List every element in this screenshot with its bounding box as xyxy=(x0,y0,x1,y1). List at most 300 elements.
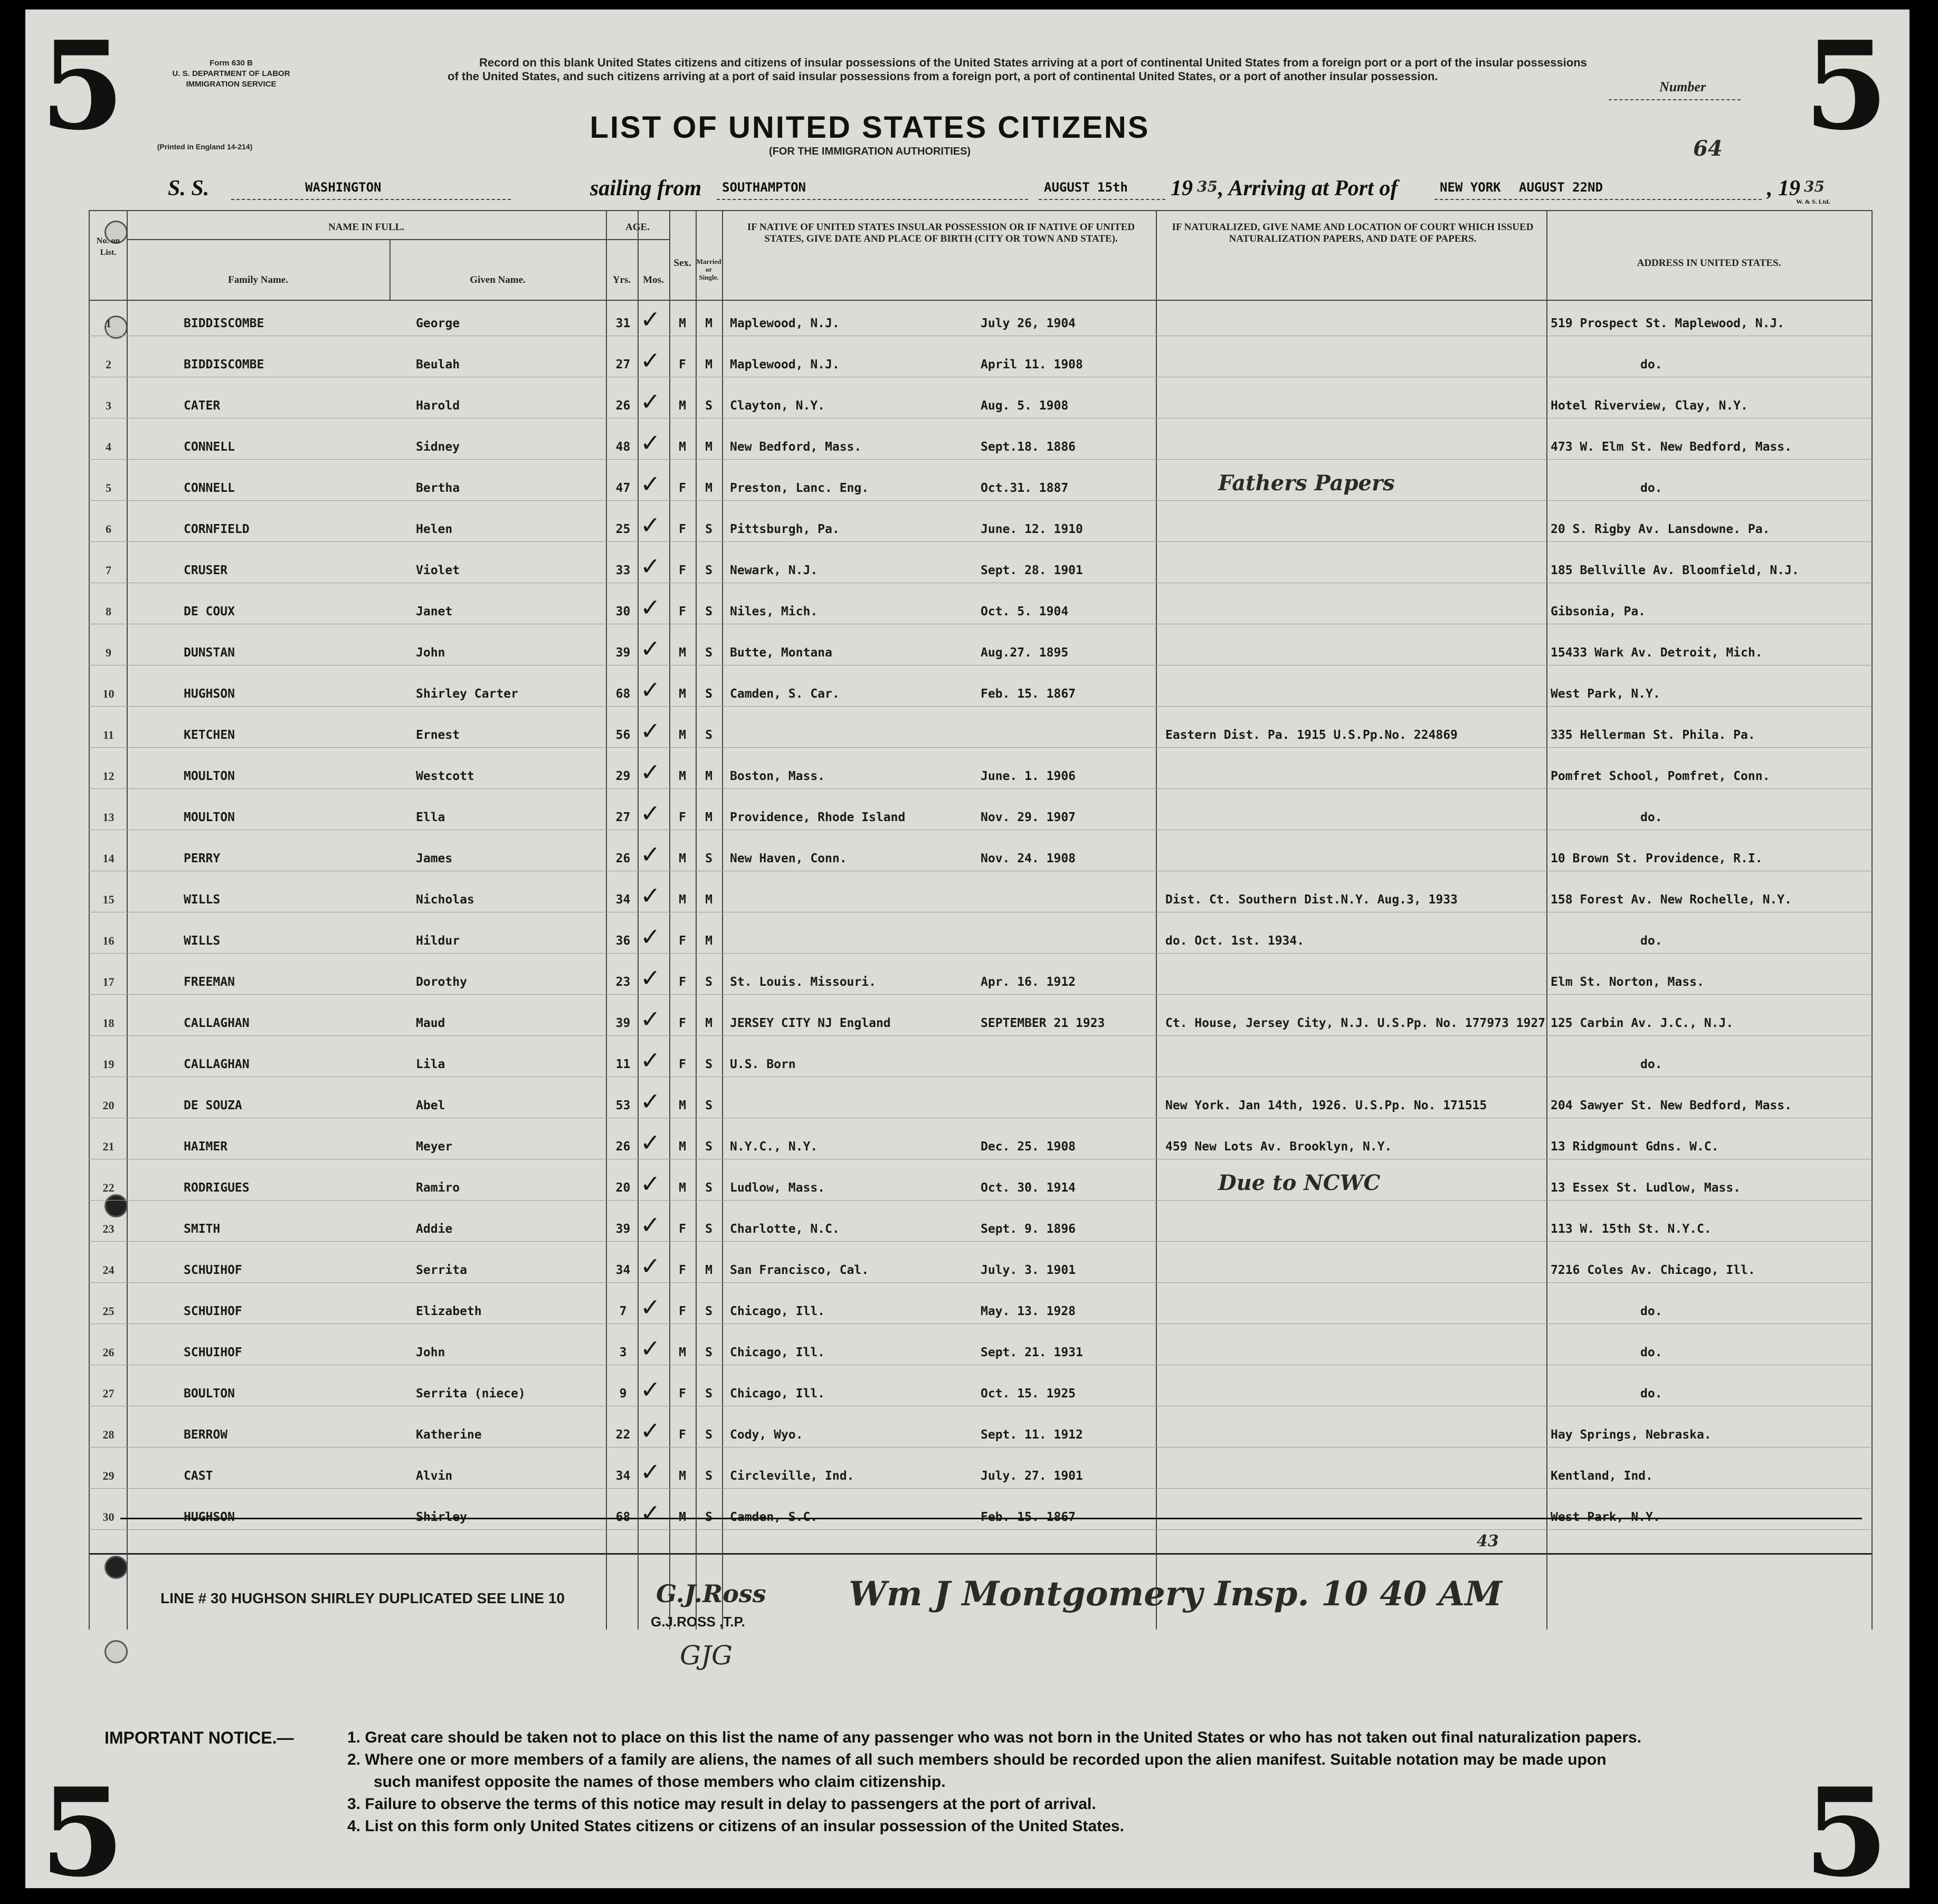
cell-address: 125 Carbin Av. J.C., N.J. xyxy=(1551,1016,1734,1030)
cell-ms: S xyxy=(705,399,712,413)
cell-date: Dec. 25. 1908 xyxy=(981,1140,1076,1154)
cell-sex: M xyxy=(679,1140,686,1154)
sheet-number: 64 xyxy=(1693,136,1723,161)
cell-sex: M xyxy=(679,687,686,701)
cell-sex: M xyxy=(679,1510,686,1524)
row-rule xyxy=(89,1241,1873,1242)
page-number-top-left: 5 xyxy=(40,15,125,157)
ship-name: WASHINGTON xyxy=(305,180,382,195)
cell-family: DE SOUZA xyxy=(184,1099,242,1112)
cell-yrs: 53 xyxy=(615,1099,631,1112)
cell-sex: F xyxy=(679,522,686,536)
cell-ms: S xyxy=(705,1222,712,1236)
cell-ms: S xyxy=(705,1058,712,1071)
cell-given: Bertha xyxy=(416,481,460,495)
cell-date: July. 3. 1901 xyxy=(981,1263,1076,1277)
check-mark-icon: ✓ xyxy=(640,922,661,951)
cell-nat: Due to NCWC xyxy=(1218,1170,1381,1195)
manifest-page xyxy=(25,9,1910,1888)
cell-given: Hildur xyxy=(416,934,460,948)
notice-heading: IMPORTANT NOTICE.— xyxy=(104,1728,294,1747)
header-age: AGE. xyxy=(625,222,650,233)
cell-address: Gibsonia, Pa. xyxy=(1551,605,1646,618)
cell-no: 14 xyxy=(102,852,115,865)
form-block xyxy=(131,58,331,90)
cell-ms: S xyxy=(705,852,712,865)
cell-family: BOULTON xyxy=(184,1387,235,1401)
cell-date: Oct. 5. 1904 xyxy=(981,605,1069,618)
cell-date: Oct.31. 1887 xyxy=(981,481,1069,495)
binder-hole xyxy=(104,1640,128,1663)
cell-place: Cody, Wyo. xyxy=(730,1428,803,1442)
passenger-table xyxy=(89,210,1873,1614)
cell-yrs: 7 xyxy=(619,1305,627,1318)
cell-ms: S xyxy=(705,1510,712,1524)
cell-no: 5 xyxy=(106,481,111,494)
arrival-port: NEW YORK xyxy=(1440,180,1501,195)
cell-address: 185 Bellville Av. Bloomfield, N.J. xyxy=(1551,564,1799,577)
cell-given: Ernest xyxy=(416,728,460,742)
department: U. S. DEPARTMENT OF LABOR xyxy=(172,69,290,78)
sailing-label: sailing from xyxy=(590,176,702,201)
cell-sex: F xyxy=(679,1305,686,1318)
cell-no: 13 xyxy=(102,811,115,824)
cell-no: 19 xyxy=(102,1058,115,1071)
cell-sex: F xyxy=(679,358,686,372)
cell-yrs: 34 xyxy=(615,1469,631,1483)
cell-sex: M xyxy=(679,852,686,865)
cell-address: do. xyxy=(1640,1346,1662,1359)
check-mark-icon: ✓ xyxy=(640,552,661,580)
cell-nat: Eastern Dist. Pa. 1915 U.S.Pp.No. 224869 xyxy=(1165,728,1458,742)
cell-yrs: 30 xyxy=(615,605,631,618)
cell-place: San Francisco, Cal. xyxy=(730,1263,869,1277)
ross-signature: G.J.Ross xyxy=(656,1579,766,1608)
cell-yrs: 34 xyxy=(615,1263,631,1277)
cell-given: Serrita (niece) xyxy=(416,1387,526,1401)
row-rule xyxy=(89,788,1873,789)
cell-address: do. xyxy=(1640,811,1662,824)
check-mark-icon: ✓ xyxy=(640,305,661,334)
cell-family: HUGHSON xyxy=(184,1510,235,1524)
cell-ms: M xyxy=(705,893,712,907)
ss-label: S. S. xyxy=(168,176,210,201)
cell-family: SCHUIHOF xyxy=(184,1305,242,1318)
cell-ms: S xyxy=(705,687,712,701)
cell-date: SEPTEMBER 21 1923 xyxy=(981,1016,1105,1030)
printer-mark: W. & S. Ltd. xyxy=(1796,198,1830,205)
page-title: LIST OF UNITED STATES CITIZENS xyxy=(590,110,1150,145)
cell-nat: New York. Jan 14th, 1926. U.S.Pp. No. 171515 xyxy=(1165,1099,1487,1112)
cell-no: 16 xyxy=(102,934,115,947)
cell-no: 8 xyxy=(106,605,111,618)
cell-yrs: 39 xyxy=(615,1222,631,1236)
cell-ms: M xyxy=(705,1016,712,1030)
cell-yrs: 25 xyxy=(615,522,631,536)
row-rule xyxy=(89,994,1873,995)
cell-ms: S xyxy=(705,1305,712,1318)
cell-place: Providence, Rhode Island xyxy=(730,811,906,824)
cell-family: SCHUIHOF xyxy=(184,1263,242,1277)
cell-yrs: 68 xyxy=(615,1510,631,1524)
cell-sex: M xyxy=(679,893,686,907)
cell-date: July. 27. 1901 xyxy=(981,1469,1083,1483)
cell-place: Chicago, Ill. xyxy=(730,1305,825,1318)
cell-family: KETCHEN xyxy=(184,728,235,742)
cell-yrs: 56 xyxy=(615,728,631,742)
page-number-bottom-right: 5 xyxy=(1804,1762,1889,1888)
check-mark-icon: ✓ xyxy=(640,799,661,827)
cell-yrs: 48 xyxy=(615,440,631,454)
cell-given: Katherine xyxy=(416,1428,482,1442)
cell-family: BERROW xyxy=(184,1428,228,1442)
cell-no: 17 xyxy=(102,975,115,988)
cell-date: Apr. 16. 1912 xyxy=(981,975,1076,989)
cell-date: Oct. 30. 1914 xyxy=(981,1181,1076,1195)
header-sex: Sex. xyxy=(673,258,691,269)
cell-no: 10 xyxy=(102,687,115,700)
cell-yrs: 34 xyxy=(615,893,631,907)
year-suffix-2: 35 xyxy=(1804,178,1825,195)
cell-given: Beulah xyxy=(416,358,460,372)
check-mark-icon: ✓ xyxy=(640,964,661,992)
cell-ms: S xyxy=(705,1181,712,1195)
initials: GJG xyxy=(680,1640,733,1671)
cell-given: Ella xyxy=(416,811,445,824)
cell-address: 13 Ridgmount Gdns. W.C. xyxy=(1551,1140,1719,1154)
cell-date: April 11. 1908 xyxy=(981,358,1083,372)
cell-date: Sept. 11. 1912 xyxy=(981,1428,1083,1442)
check-mark-icon: ✓ xyxy=(640,717,661,745)
cell-place: Camden, S. Car. xyxy=(730,687,840,701)
cell-address: Pomfret School, Pomfret, Conn. xyxy=(1551,769,1770,783)
header-given-name: Given Name. xyxy=(470,274,526,285)
cell-place: Pittsburgh, Pa. xyxy=(730,522,840,536)
cell-nat: do. Oct. 1st. 1934. xyxy=(1165,934,1305,948)
cell-ms: M xyxy=(705,358,712,372)
cell-address: Elm St. Norton, Mass. xyxy=(1551,975,1704,989)
cell-given: Helen xyxy=(416,522,453,536)
cell-family: CONNELL xyxy=(184,481,235,495)
check-mark-icon: ✓ xyxy=(640,387,661,416)
check-mark-icon: ✓ xyxy=(640,1128,661,1157)
cell-yrs: 36 xyxy=(615,934,631,948)
cell-address: do. xyxy=(1640,1387,1662,1401)
cell-given: Nicholas xyxy=(416,893,474,907)
cell-family: BIDDISCOMBE xyxy=(184,317,264,330)
cell-address: do. xyxy=(1640,1305,1662,1318)
row-rule xyxy=(89,500,1873,501)
cell-place: Preston, Lanc. Eng. xyxy=(730,481,869,495)
cell-place: New Bedford, Mass. xyxy=(730,440,862,454)
cell-address: West Park, N.Y. xyxy=(1551,1510,1660,1524)
cell-sex: F xyxy=(679,1222,686,1236)
page-number-bottom-left: 5 xyxy=(40,1762,125,1888)
cell-given: Violet xyxy=(416,564,460,577)
cell-yrs: 20 xyxy=(615,1181,631,1195)
header-birth: IF NATIVE OF UNITED STATES INSULAR POSSESSION OR IF NATIVE OF UNITED STATES, GIVE DATE AND PLACE OF BIRTH (CITY OR TOWN AND STATE). xyxy=(747,222,1135,244)
header-name-in-full: NAME IN FULL. xyxy=(328,222,405,233)
check-mark-icon: ✓ xyxy=(640,634,661,663)
cell-sex: M xyxy=(679,1099,686,1112)
cell-no: 21 xyxy=(102,1140,115,1153)
cell-yrs: 23 xyxy=(615,975,631,989)
header-address: ADDRESS IN UNITED STATES. xyxy=(1637,258,1781,269)
header-family-name: Family Name. xyxy=(228,274,288,285)
cell-sex: F xyxy=(679,1263,686,1277)
check-mark-icon: ✓ xyxy=(640,1046,661,1074)
cell-address: West Park, N.Y. xyxy=(1551,687,1660,701)
cell-ms: M xyxy=(705,440,712,454)
cell-place: Chicago, Ill. xyxy=(730,1346,825,1359)
cell-given: Harold xyxy=(416,399,460,413)
cell-place: Boston, Mass. xyxy=(730,769,825,783)
cell-yrs: 27 xyxy=(615,811,631,824)
cell-address: do. xyxy=(1640,934,1662,948)
cell-family: MOULTON xyxy=(184,811,235,824)
cell-yrs: 39 xyxy=(615,1016,631,1030)
cell-address: do. xyxy=(1640,481,1662,495)
cell-ms: S xyxy=(705,646,712,660)
cell-yrs: 26 xyxy=(615,1140,631,1154)
row-rule xyxy=(89,1282,1873,1283)
header-naturalized: IF NATURALIZED, GIVE NAME AND LOCATION OF COURT WHICH ISSUED NATURALIZATION PAPERS, AND DATE OF PAPERS. xyxy=(1172,222,1534,244)
cell-date: May. 13. 1928 xyxy=(981,1305,1076,1318)
notice-item-3: 3. Failure to observe the terms of this notice may result in delay to passengers at the port of arrival. xyxy=(347,1795,1096,1813)
check-mark-icon: ✓ xyxy=(640,675,661,704)
header-no: No. on List. xyxy=(96,236,120,257)
year-prefix-1: 19 xyxy=(1171,176,1193,201)
cell-family: CONNELL xyxy=(184,440,235,454)
record-instructions: Record on this blank United States citizens and citizens of insular possessions of the United States arriving at a port of continental United States from a foreign port or a port of the insular possessions of the United States, and such citizens arriving at a port of said insular possessions from a foreign port, a port of continental United States, or a port of another insular possession. xyxy=(448,56,1587,83)
check-mark-icon: ✓ xyxy=(640,470,661,498)
cell-given: Lila xyxy=(416,1058,445,1071)
cell-place: Clayton, N.Y. xyxy=(730,399,825,413)
cell-nat: Dist. Ct. Southern Dist.N.Y. Aug.3, 1933 xyxy=(1165,893,1458,907)
cell-no: 7 xyxy=(106,564,111,577)
cell-place: Butte, Montana xyxy=(730,646,832,660)
cell-sex: F xyxy=(679,1016,686,1030)
cell-family: CRUSER xyxy=(184,564,228,577)
cell-given: George xyxy=(416,317,460,330)
cell-given: Shirley Carter xyxy=(416,687,518,701)
cell-ms: S xyxy=(705,975,712,989)
cell-family: WILLS xyxy=(184,893,221,907)
cell-address: 113 W. 15th St. N.Y.C. xyxy=(1551,1222,1712,1236)
cell-ms: M xyxy=(705,934,712,948)
row-rule xyxy=(89,541,1873,542)
cell-family: CAST xyxy=(184,1469,213,1483)
row-rule xyxy=(89,1529,1873,1530)
header-yrs: Yrs. xyxy=(612,274,631,285)
cell-date: Nov. 24. 1908 xyxy=(981,852,1076,865)
cell-no: 4 xyxy=(106,440,111,453)
cell-no: 3 xyxy=(106,399,111,412)
header-married-single: Married or Single. xyxy=(696,258,721,281)
cell-place: Ludlow, Mass. xyxy=(730,1181,825,1195)
cell-family: WILLS xyxy=(184,934,221,948)
cell-place: St. Louis. Missouri. xyxy=(730,975,876,989)
cell-place: Niles, Mich. xyxy=(730,605,818,618)
cell-sex: F xyxy=(679,1058,686,1071)
cell-yrs: 27 xyxy=(615,358,631,372)
voyage-line xyxy=(168,176,1830,207)
cell-yrs: 68 xyxy=(615,687,631,701)
cell-no: 20 xyxy=(102,1099,115,1112)
cell-no: 30 xyxy=(102,1510,115,1524)
count-mark: 43 xyxy=(1477,1532,1499,1550)
cell-place: Maplewood, N.J. xyxy=(730,317,840,330)
cell-date: Sept. 9. 1896 xyxy=(981,1222,1076,1236)
number-label: Number xyxy=(1659,79,1706,94)
cell-given: Dorothy xyxy=(416,975,467,989)
cell-sex: M xyxy=(679,1181,686,1195)
row-rule xyxy=(89,706,1873,707)
cell-yrs: 39 xyxy=(615,646,631,660)
cell-yrs: 26 xyxy=(615,852,631,865)
cell-sex: M xyxy=(679,399,686,413)
page-number-top-right: 5 xyxy=(1804,15,1889,157)
cell-address: 10 Brown St. Providence, R.I. xyxy=(1551,852,1763,865)
cell-address: 13 Essex St. Ludlow, Mass. xyxy=(1551,1181,1741,1195)
check-mark-icon: ✓ xyxy=(640,1293,661,1321)
cell-place: Maplewood, N.J. xyxy=(730,358,840,372)
cell-yrs: 11 xyxy=(615,1058,631,1071)
cell-date: Sept. 21. 1931 xyxy=(981,1346,1083,1359)
cell-nat: Fathers Papers xyxy=(1218,471,1395,496)
cell-address: 20 S. Rigby Av. Lansdowne. Pa. xyxy=(1551,522,1770,536)
cell-given: Shirley xyxy=(416,1510,467,1524)
cell-no: 26 xyxy=(102,1346,115,1359)
cell-no: 9 xyxy=(106,646,111,659)
year-suffix-1: 35 xyxy=(1197,178,1218,195)
check-mark-icon: ✓ xyxy=(640,593,661,622)
cell-date: Feb. 15. 1867 xyxy=(981,1510,1076,1524)
cell-nat: Ct. House, Jersey City, N.J. U.S.Pp. No. 177973 1927 xyxy=(1165,1016,1546,1030)
cell-no: 29 xyxy=(102,1469,115,1482)
cell-yrs: 3 xyxy=(619,1346,627,1359)
cell-family: FREEMAN xyxy=(184,975,235,989)
cell-family: MOULTON xyxy=(184,769,235,783)
cell-yrs: 22 xyxy=(615,1428,631,1442)
cell-no: 23 xyxy=(102,1222,115,1235)
cell-ms: S xyxy=(705,728,712,742)
row-rule xyxy=(89,1035,1873,1036)
check-mark-icon: ✓ xyxy=(640,1499,661,1527)
cell-no: 1 xyxy=(106,317,111,330)
cell-family: HAIMER xyxy=(184,1140,228,1154)
cell-nat: 459 New Lots Av. Brooklyn, N.Y. xyxy=(1165,1140,1392,1154)
check-mark-icon: ✓ xyxy=(640,881,661,910)
cell-ms: M xyxy=(705,769,712,783)
duplicate-note: LINE # 30 HUGHSON SHIRLEY DUPLICATED SEE LINE 10 xyxy=(160,1590,565,1606)
cell-no: 22 xyxy=(102,1181,115,1194)
cell-date: Sept. 28. 1901 xyxy=(981,564,1083,577)
ross-typed: G.J.ROSS ,T.P. xyxy=(651,1614,745,1630)
cell-sex: M xyxy=(679,1346,686,1359)
cell-ms: M xyxy=(705,317,712,330)
cell-ms: S xyxy=(705,564,712,577)
cell-sex: F xyxy=(679,975,686,989)
notice-item-2-cont: such manifest opposite the names of those members who claim citizenship. xyxy=(374,1773,946,1791)
cell-given: Janet xyxy=(416,605,453,618)
row-rule xyxy=(89,953,1873,954)
cell-address: 473 W. Elm St. New Bedford, Mass. xyxy=(1551,440,1792,454)
strike-line xyxy=(120,1518,1862,1519)
cell-family: SMITH xyxy=(184,1222,221,1236)
cell-yrs: 33 xyxy=(615,564,631,577)
cell-given: John xyxy=(416,1346,445,1359)
row-rule xyxy=(89,747,1873,748)
cell-family: CALLAGHAN xyxy=(184,1058,250,1071)
cell-no: 27 xyxy=(102,1387,115,1400)
cell-yrs: 26 xyxy=(615,399,631,413)
notice-item-1: 1. Great care should be taken not to place on this list the name of any passenger who was not born in the United States or who has not taken out final naturalization papers. xyxy=(347,1729,1642,1746)
check-mark-icon: ✓ xyxy=(640,1087,661,1116)
cell-address: do. xyxy=(1640,358,1662,372)
cell-sex: F xyxy=(679,1387,686,1401)
row-rule xyxy=(89,459,1873,460)
cell-ms: S xyxy=(705,1140,712,1154)
inspector-signature: Wm J Montgomery Insp. 10 40 AM xyxy=(849,1574,1503,1614)
cell-family: CORNFIELD xyxy=(184,522,250,536)
cell-given: Maud xyxy=(416,1016,445,1030)
cell-sex: F xyxy=(679,811,686,824)
cell-no: 6 xyxy=(106,522,111,536)
cell-sex: M xyxy=(679,646,686,660)
cell-sex: F xyxy=(679,481,686,495)
cell-place: JERSEY CITY NJ England xyxy=(730,1016,891,1030)
cell-no: 2 xyxy=(106,358,111,371)
form-number: Form 630 B xyxy=(210,59,253,68)
cell-given: Meyer xyxy=(416,1140,453,1154)
cell-given: James xyxy=(416,852,453,865)
cell-family: CALLAGHAN xyxy=(184,1016,250,1030)
cell-no: 28 xyxy=(102,1428,115,1441)
cell-yrs: 9 xyxy=(619,1387,627,1401)
cell-date: July 26, 1904 xyxy=(981,317,1076,330)
cell-ms: S xyxy=(705,1428,712,1442)
cell-date: Oct. 15. 1925 xyxy=(981,1387,1076,1401)
cell-address: 204 Sawyer St. New Bedford, Mass. xyxy=(1551,1099,1792,1112)
cell-sex: F xyxy=(679,564,686,577)
cell-family: PERRY xyxy=(184,852,221,865)
departure-date: AUGUST 15th xyxy=(1044,180,1128,195)
cell-date: Nov. 29. 1907 xyxy=(981,811,1076,824)
check-mark-icon: ✓ xyxy=(640,758,661,786)
cell-given: Westcott xyxy=(416,769,474,783)
cell-date: June. 12. 1910 xyxy=(981,522,1083,536)
notice-item-2: 2. Where one or more members of a family are aliens, the names of all such members should be recorded upon the alien manifest. Suitable notation may be made upon xyxy=(347,1751,1607,1768)
cell-date: Feb. 15. 1867 xyxy=(981,687,1076,701)
cell-place: Charlotte, N.C. xyxy=(730,1222,840,1236)
row-rule xyxy=(89,1447,1873,1448)
check-mark-icon: ✓ xyxy=(640,1458,661,1486)
cell-address: 335 Hellerman St. Phila. Pa. xyxy=(1551,728,1755,742)
check-mark-icon: ✓ xyxy=(640,1334,661,1363)
row-rule xyxy=(89,1488,1873,1489)
cell-address: 7216 Coles Av. Chicago, Ill. xyxy=(1551,1263,1755,1277)
check-mark-icon: ✓ xyxy=(640,1169,661,1198)
departure-port: SOUTHAMPTON xyxy=(722,180,806,195)
cell-address: 158 Forest Av. New Rochelle, N.Y. xyxy=(1551,893,1792,907)
check-mark-icon: ✓ xyxy=(640,1416,661,1445)
cell-place: Circleville, Ind. xyxy=(730,1469,854,1483)
check-mark-icon: ✓ xyxy=(640,1005,661,1033)
cell-family: SCHUIHOF xyxy=(184,1346,242,1359)
page-subtitle: (FOR THE IMMIGRATION AUTHORITIES) xyxy=(768,146,971,157)
cell-no: 11 xyxy=(103,728,114,741)
